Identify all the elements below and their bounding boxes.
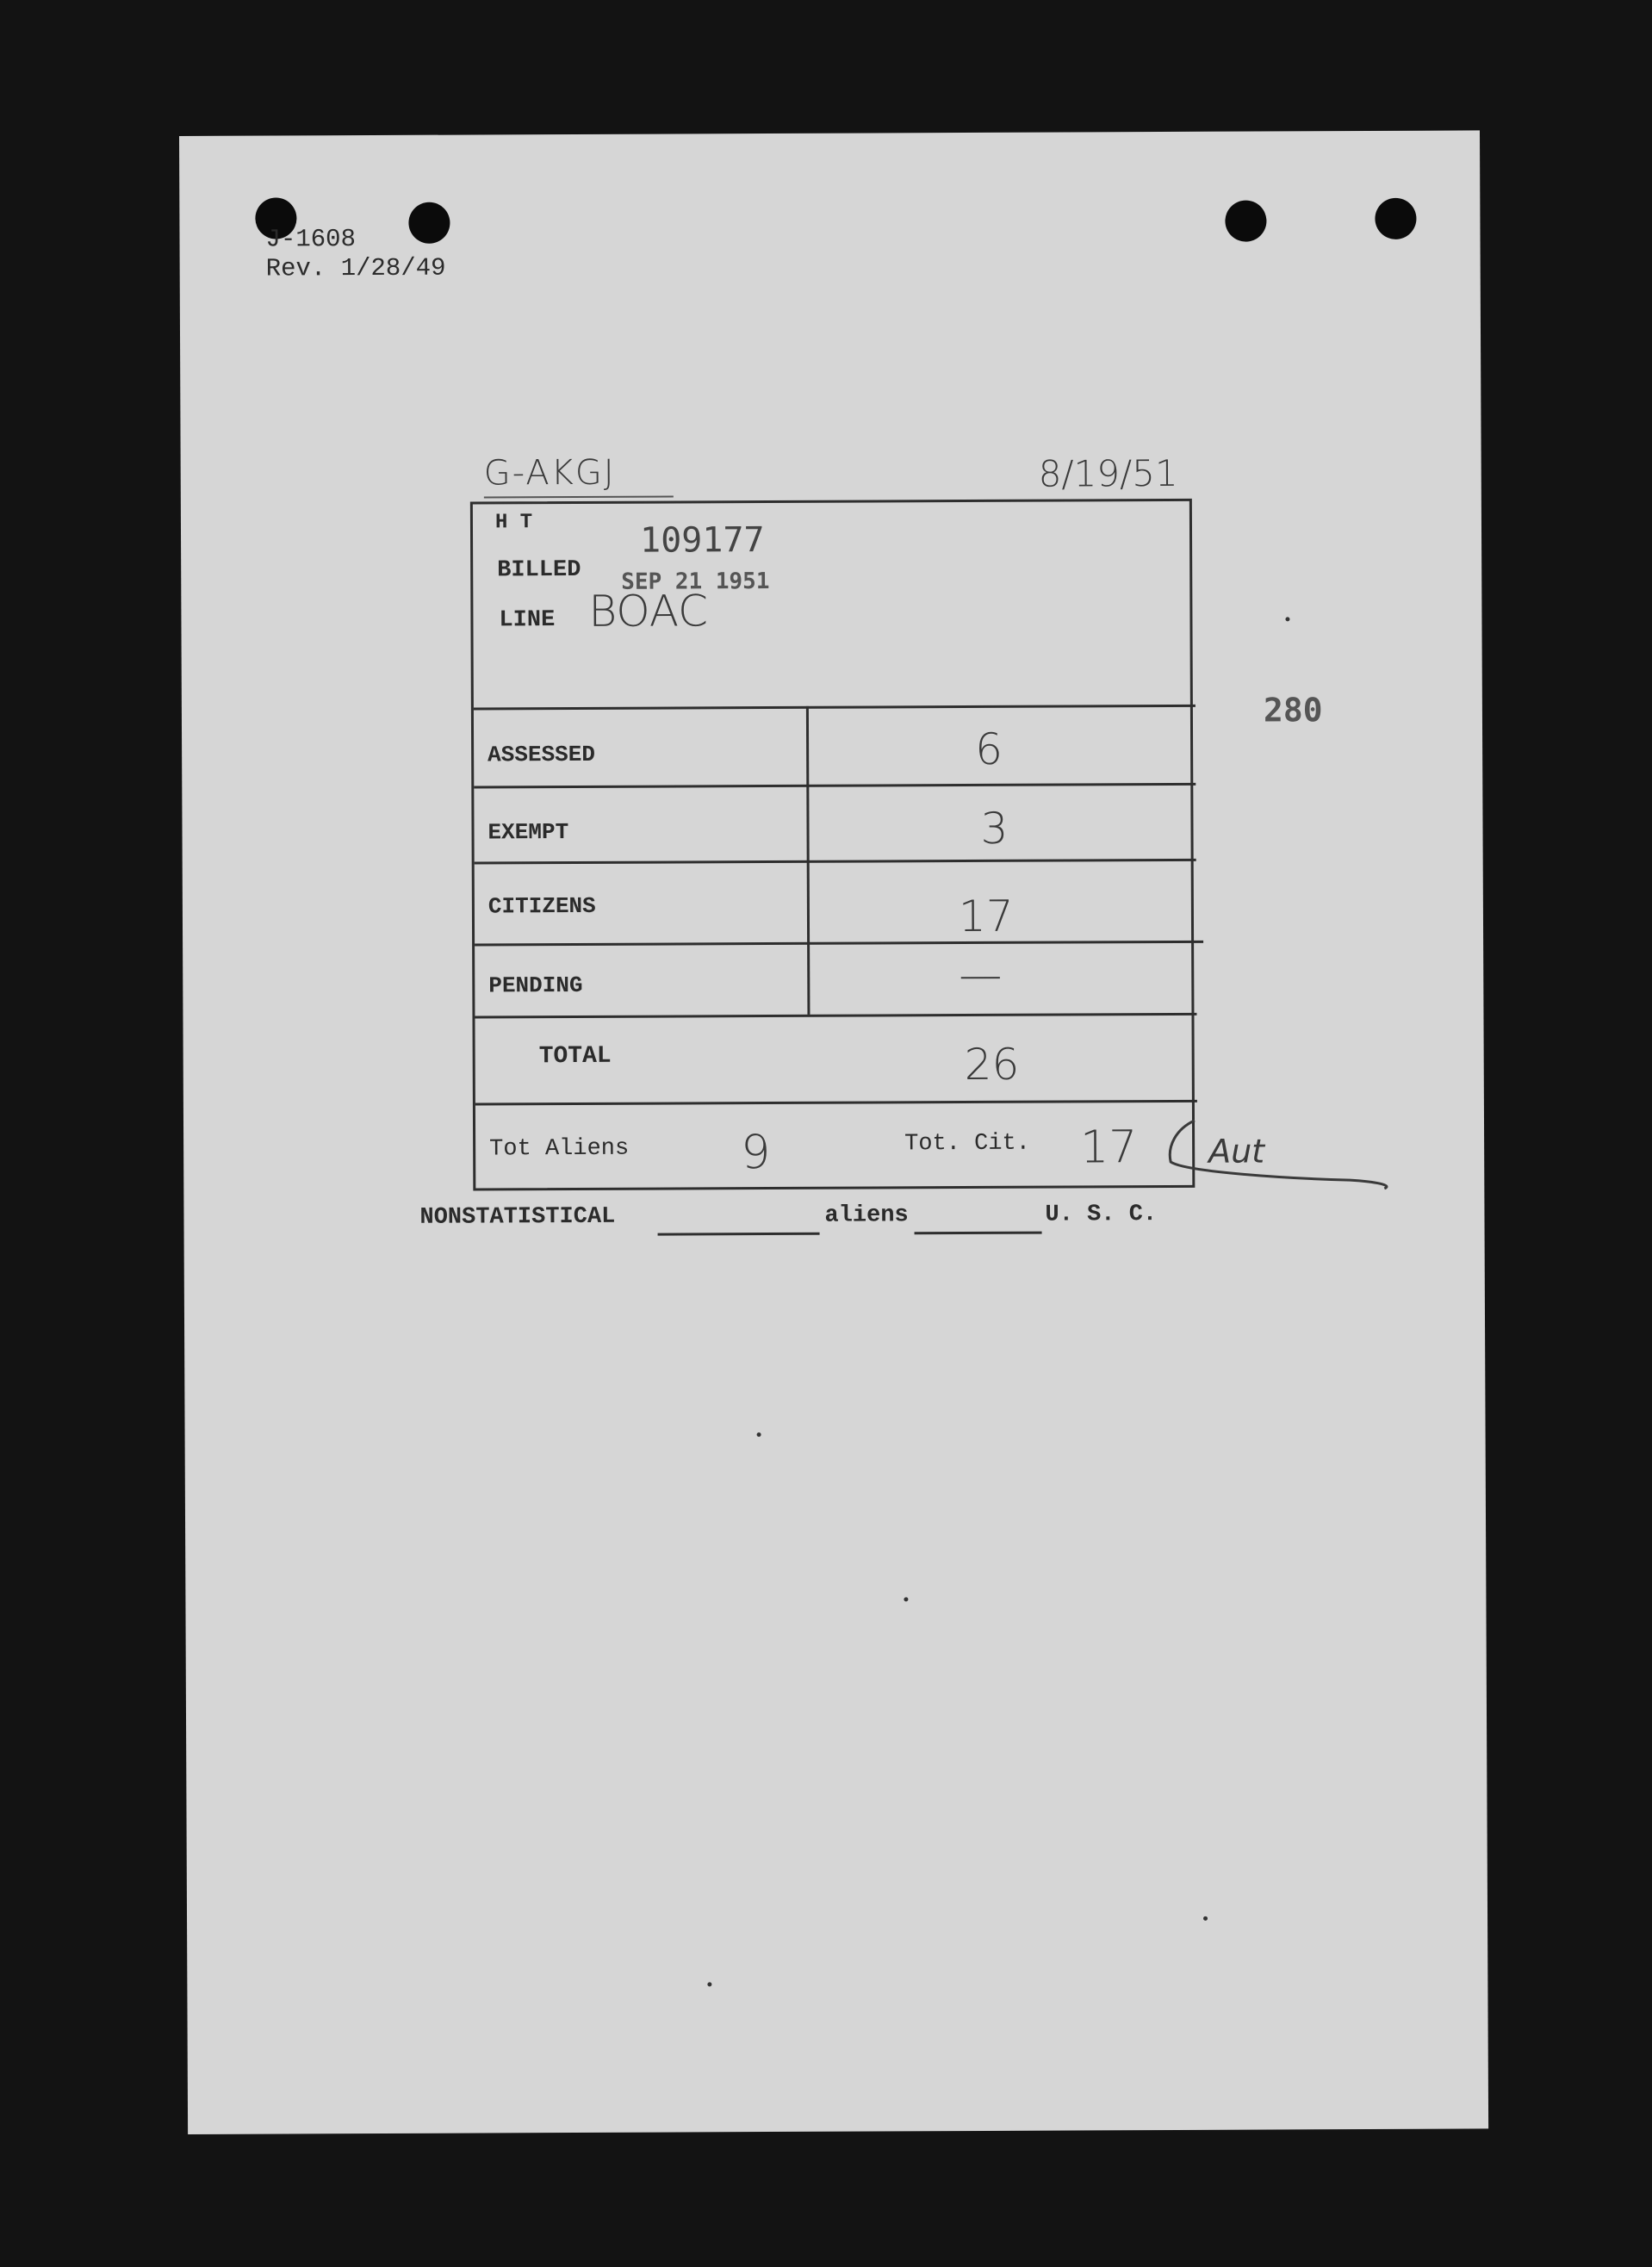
line-value: BOAC <box>588 586 709 637</box>
rule <box>474 783 1196 789</box>
rule <box>475 1100 1197 1106</box>
speck <box>1203 1916 1208 1921</box>
footer-usc: U. S. C. <box>1045 1202 1158 1228</box>
row-value-citizens: 17 <box>958 891 1014 942</box>
row-label-pending: PENDING <box>488 972 583 999</box>
aircraft-registration: G-AKGJ <box>483 452 616 494</box>
rule <box>475 941 1203 947</box>
aircraft-underline <box>484 496 674 499</box>
footer-nonstatistical: NONSTATISTICAL <box>419 1203 616 1231</box>
billed-label: BILLED <box>497 556 581 584</box>
ht-label: H T <box>494 511 533 535</box>
tot-cit-value: 17 <box>1080 1121 1138 1174</box>
punch-hole <box>1225 200 1266 241</box>
tot-aliens-label: Tot Aliens <box>489 1135 630 1163</box>
punch-hole <box>408 202 450 244</box>
row-label-exempt: EXEMPT <box>488 819 569 846</box>
rule <box>475 1013 1196 1019</box>
line-label: LINE <box>499 607 556 634</box>
punch-hole <box>1375 198 1416 239</box>
row-value-pending: — <box>959 949 1003 1001</box>
rule <box>474 705 1196 711</box>
row-value-exempt: 3 <box>980 803 1009 854</box>
tot-aliens-value: 9 <box>741 1125 771 1180</box>
total-value: 26 <box>964 1039 1020 1090</box>
speck <box>1285 617 1289 621</box>
header-date: 8/19/51 <box>1038 451 1178 495</box>
footer-aliens: aliens <box>824 1202 909 1229</box>
footer-blank-1 <box>658 1233 820 1236</box>
speck <box>707 1982 711 1986</box>
speck <box>904 1597 908 1601</box>
document-page <box>179 130 1488 2134</box>
initials-signature <box>1160 1111 1401 1198</box>
row-value-assessed: 6 <box>974 724 1003 774</box>
initials-text: Aut <box>1208 1132 1265 1171</box>
ht-number: 109177 <box>639 520 765 561</box>
footer-blank-2 <box>915 1232 1042 1235</box>
row-label-assessed: ASSESSED <box>488 741 596 768</box>
tot-cit-label: Tot. Cit. <box>904 1130 1031 1158</box>
billed-date-stamp: SEP 21 1951 <box>621 568 770 595</box>
side-number: 280 <box>1263 691 1323 730</box>
speck <box>757 1432 761 1437</box>
total-label: TOTAL <box>538 1042 612 1071</box>
row-label-citizens: CITIZENS <box>488 892 596 920</box>
tally-box <box>470 499 1195 1191</box>
rule <box>475 859 1196 865</box>
form-number: J-1608 <box>265 225 357 254</box>
form-revision: Rev. 1/28/49 <box>265 253 446 283</box>
